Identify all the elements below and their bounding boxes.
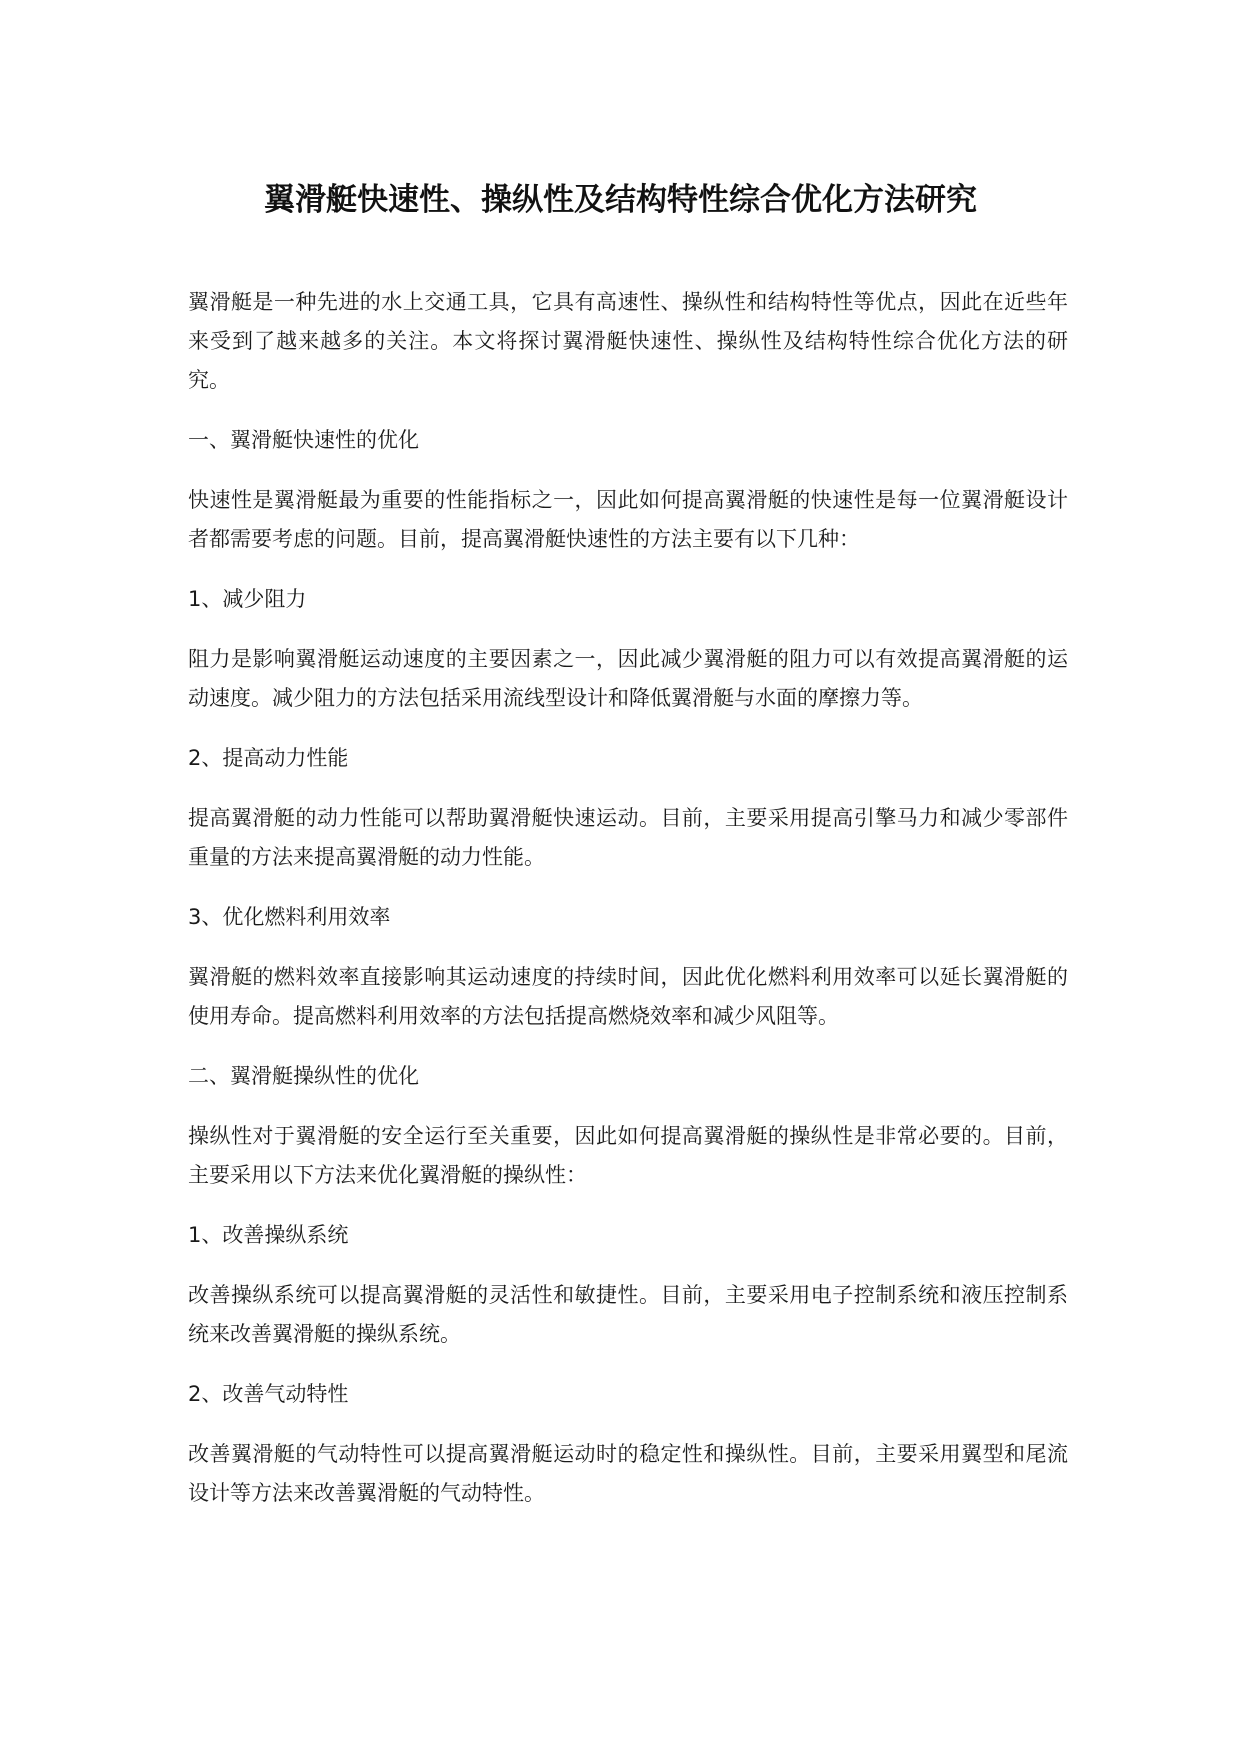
reduce-resistance-paragraph: 阻力是影响翼滑艇运动速度的主要因素之一，因此减少翼滑艇的阻力可以有效提高翼滑艇的运动速度。减少阻力的方法包括采用流线型设计和降低翼滑艇与水面的摩擦力等。 xyxy=(188,647,1068,710)
subheading-aerodynamics: 2、改善气动特性 xyxy=(188,1382,349,1406)
subheading-control-system: 1、改善操纵系统 xyxy=(188,1223,349,1247)
document-title: 翼滑艇快速性、操纵性及结构特性综合优化方法研究 xyxy=(264,182,977,218)
subheading-power-performance: 2、提高动力性能 xyxy=(188,746,349,770)
maneuverability-paragraph: 操纵性对于翼滑艇的安全运行至关重要，因此如何提高翼滑艇的操纵性是非常必要的。目前，主要采用以下方法来优化翼滑艇的操纵性： xyxy=(188,1124,1068,1187)
section-heading-maneuverability: 二、翼滑艇操纵性的优化 xyxy=(188,1064,419,1088)
control-system-paragraph: 改善操纵系统可以提高翼滑艇的灵活性和敏捷性。目前，主要采用电子控制系统和液压控制系统来改善翼滑艇的操纵系统。 xyxy=(188,1283,1068,1346)
power-performance-paragraph: 提高翼滑艇的动力性能可以帮助翼滑艇快速运动。目前，主要采用提高引擎马力和减少零部件重量的方法来提高翼滑艇的动力性能。 xyxy=(188,806,1068,869)
intro-paragraph: 翼滑艇是一种先进的水上交通工具，它具有高速性、操纵性和结构特性等优点，因此在近些年来受到了越来越多的关注。本文将探讨翼滑艇快速性、操纵性及结构特性综合优化方法的研究。 xyxy=(188,290,1068,392)
subheading-fuel-efficiency: 3、优化燃料利用效率 xyxy=(188,905,391,929)
document-body xyxy=(188,283,1068,1534)
speed-paragraph: 快速性是翼滑艇最为重要的性能指标之一，因此如何提高翼滑艇的快速性是每一位翼滑艇设计者都需要考虑的问题。目前，提高翼滑艇快速性的方法主要有以下几种： xyxy=(188,488,1068,551)
aerodynamics-paragraph: 改善翼滑艇的气动特性可以提高翼滑艇运动时的稳定性和操纵性。目前，主要采用翼型和尾流设计等方法来改善翼滑艇的气动特性。 xyxy=(188,1442,1068,1505)
fuel-efficiency-paragraph: 翼滑艇的燃料效率直接影响其运动速度的持续时间，因此优化燃料利用效率可以延长翼滑艇的使用寿命。提高燃料利用效率的方法包括提高燃烧效率和减少风阻等。 xyxy=(188,965,1068,1028)
section-heading-speed: 一、翼滑艇快速性的优化 xyxy=(188,428,419,452)
subheading-reduce-resistance: 1、减少阻力 xyxy=(188,587,307,611)
